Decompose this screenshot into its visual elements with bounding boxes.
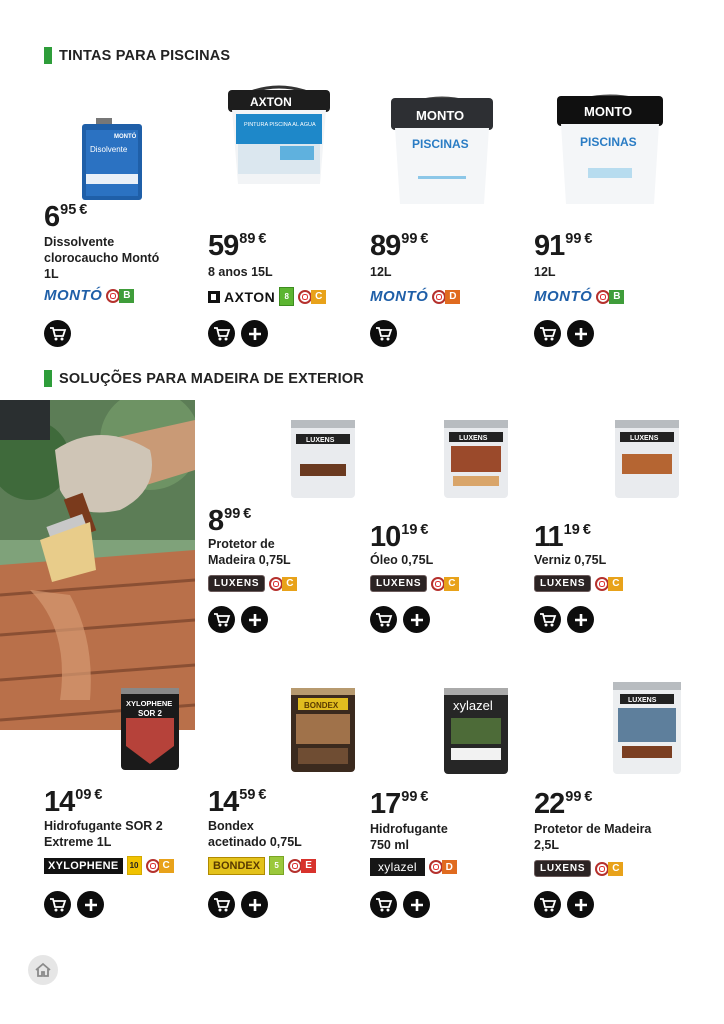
brand-logo-luxens: LUXENS	[208, 575, 265, 592]
product-desc-2	[370, 264, 392, 280]
can-label: Disolvente	[90, 145, 128, 154]
brand-row-10	[534, 860, 623, 877]
price-currency: €	[258, 787, 267, 803]
eco-label	[288, 859, 316, 873]
price-dec: 99	[401, 231, 418, 247]
add-to-cart-button[interactable]	[44, 891, 71, 918]
price-2	[370, 232, 428, 261]
price-5	[370, 523, 428, 552]
eco-grade: C	[608, 862, 623, 876]
product-image-luxens-oleo[interactable]	[443, 420, 509, 498]
brand-row-4	[208, 575, 297, 592]
section-marker	[44, 370, 52, 387]
home-button[interactable]	[28, 955, 58, 985]
product-image-luxens-protetor-2-5l[interactable]	[612, 682, 682, 774]
add-to-cart-button[interactable]	[208, 891, 235, 918]
cart-icon	[375, 612, 393, 628]
brand-logo-luxens: LUXENS	[370, 575, 427, 592]
brand-logo-monto: MONTÓ	[370, 288, 429, 305]
brand-logo-axton	[208, 289, 275, 305]
can-brand: MONTÓ	[114, 134, 137, 140]
section-title-wood-text: SOLUÇÕES PARA MADEIRA DE EXTERIOR	[59, 370, 364, 387]
eco-grade: C	[444, 577, 459, 591]
desc-line: Madeira 0,75L	[208, 553, 291, 567]
cart-icon	[49, 326, 67, 342]
brand-row-6	[534, 575, 623, 592]
price-int: 10	[370, 521, 401, 553]
price-currency: €	[420, 231, 429, 247]
product-image-axton[interactable]	[224, 80, 334, 184]
product-desc-0	[44, 234, 194, 282]
product-image-luxens-verniz[interactable]	[614, 420, 680, 498]
plus-icon	[248, 613, 262, 627]
price-10	[534, 790, 592, 819]
product-desc-1	[208, 264, 273, 280]
price-dec: 99	[565, 231, 582, 247]
desc-line: 2,5L	[534, 838, 560, 852]
price-currency: €	[420, 789, 429, 805]
price-currency: €	[584, 231, 593, 247]
plus-icon	[248, 327, 262, 341]
brand-row-1	[208, 287, 326, 306]
price-int: 6	[44, 201, 60, 233]
product-image-xylazel[interactable]	[443, 688, 509, 774]
eco-label	[596, 290, 624, 304]
more-info-button[interactable]	[567, 320, 594, 347]
plus-icon	[410, 898, 424, 912]
can-text: PINTURA PISCINA AL AGUA	[244, 122, 316, 128]
cart-icon	[539, 612, 557, 628]
desc-line: 12L	[370, 265, 392, 279]
add-to-cart-button[interactable]	[208, 320, 235, 347]
can-brand: MONTO	[584, 104, 633, 119]
years-value: 10	[129, 860, 139, 870]
wood-painting-photo	[0, 400, 195, 730]
more-info-button[interactable]	[403, 891, 430, 918]
product-desc-7	[44, 818, 163, 850]
eco-grade: C	[311, 290, 326, 304]
price-currency: €	[243, 506, 252, 522]
price-dec: 09	[75, 787, 92, 803]
years-badge	[279, 287, 294, 306]
desc-line: acetinado 0,75L	[208, 835, 302, 849]
product-desc-8	[208, 818, 302, 850]
desc-line: clorocaucho Montó	[44, 251, 160, 265]
eco-circle-icon	[146, 859, 160, 873]
desc-line: Verniz 0,75L	[534, 553, 607, 567]
price-4	[208, 507, 251, 536]
brand-row-7	[44, 856, 174, 875]
desc-line: Extreme 1L	[44, 835, 112, 849]
eco-circle-icon	[432, 290, 446, 304]
eco-label	[146, 859, 174, 873]
price-currency: €	[94, 787, 103, 803]
eco-circle-icon	[269, 577, 283, 591]
add-to-cart-button[interactable]	[534, 320, 561, 347]
more-info-button[interactable]	[403, 606, 430, 633]
years-badge	[127, 856, 142, 875]
brand-row-2	[370, 289, 460, 304]
brand-row-0	[44, 288, 134, 303]
price-int: 59	[208, 230, 239, 262]
desc-line: Óleo 0,75L	[370, 553, 434, 567]
cart-icon	[375, 897, 393, 913]
can-brand: LUXENS	[306, 437, 335, 444]
more-info-button[interactable]	[241, 606, 268, 633]
cart-icon	[539, 897, 557, 913]
eco-circle-icon	[596, 290, 610, 304]
eco-grade: D	[445, 290, 460, 304]
more-info-button[interactable]	[241, 891, 268, 918]
eco-label	[106, 289, 134, 303]
brand-logo-xylazel: xylazel	[370, 858, 425, 876]
product-image-monto-piscinas-2[interactable]	[554, 90, 666, 206]
price-dec: 89	[239, 231, 256, 247]
can-brand: LUXENS	[459, 435, 488, 442]
desc-line: Hidrofugante	[370, 822, 448, 836]
brand-logo-luxens: LUXENS	[534, 575, 591, 592]
brand-logo-xylophene: XYLOPHENE	[44, 858, 123, 874]
eco-grade: C	[159, 859, 174, 873]
eco-circle-icon	[431, 577, 445, 591]
price-currency: €	[79, 202, 88, 218]
home-icon	[34, 961, 52, 979]
brand-row-3	[534, 289, 624, 304]
price-6	[534, 523, 591, 552]
desc-line: 1L	[44, 267, 59, 281]
plus-icon	[248, 898, 262, 912]
brand-row-5	[370, 575, 459, 592]
price-int: 22	[534, 788, 565, 820]
price-int: 89	[370, 230, 401, 262]
brand-logo-monto: MONTÓ	[44, 287, 103, 304]
add-to-cart-button[interactable]	[534, 891, 561, 918]
more-info-button[interactable]	[241, 320, 268, 347]
desc-line: 12L	[534, 265, 556, 279]
desc-line: Protetor de	[208, 537, 275, 551]
can-brand: MONTO	[416, 108, 465, 123]
can-brand: LUXENS	[628, 697, 657, 704]
price-dec: 19	[401, 522, 418, 538]
eco-circle-icon	[429, 860, 443, 874]
product-desc-6	[534, 552, 606, 568]
add-to-cart-button[interactable]	[534, 606, 561, 633]
brand-row-9	[370, 858, 457, 876]
eco-label	[431, 577, 459, 591]
brand-logo-monto: MONTÓ	[534, 288, 593, 305]
eco-grade: C	[282, 577, 297, 591]
eco-label	[429, 860, 457, 874]
price-dec: 95	[60, 202, 77, 218]
product-desc-3	[534, 264, 556, 280]
add-to-cart-button[interactable]	[370, 320, 397, 347]
eco-circle-icon	[106, 289, 120, 303]
price-int: 91	[534, 230, 565, 262]
price-8	[208, 788, 266, 817]
product-desc-9	[370, 821, 448, 853]
can-brand: AXTON	[250, 95, 292, 109]
cart-icon	[49, 897, 67, 913]
brand-logo-bondex: BONDEX	[208, 857, 265, 875]
can-brand: BONDEX	[304, 701, 339, 710]
price-dec: 99	[401, 789, 418, 805]
axton-logo-icon	[208, 291, 220, 303]
cart-icon	[539, 326, 557, 342]
cart-icon	[213, 897, 231, 913]
desc-line: 750 ml	[370, 838, 409, 852]
cart-icon	[213, 326, 231, 342]
can-text: PISCINAS	[412, 137, 469, 151]
can-brand: xylazel	[453, 698, 493, 713]
plus-icon	[574, 327, 588, 341]
product-image-dissolvente[interactable]	[80, 118, 144, 200]
section-title-pools	[44, 47, 230, 64]
more-info-button[interactable]	[567, 606, 594, 633]
eco-label	[595, 577, 623, 591]
product-image-monto-piscinas-1[interactable]	[388, 90, 496, 206]
eco-grade: B	[609, 290, 624, 304]
desc-line: Bondex	[208, 819, 254, 833]
eco-circle-icon	[288, 859, 302, 873]
price-int: 14	[208, 786, 239, 818]
product-desc-4	[208, 536, 291, 568]
section-marker	[44, 47, 52, 64]
plus-icon	[574, 613, 588, 627]
price-9	[370, 790, 428, 819]
product-image-xylophene[interactable]	[120, 688, 180, 770]
price-dec: 59	[239, 787, 256, 803]
eco-label	[298, 290, 326, 304]
price-7	[44, 788, 102, 817]
price-int: 8	[208, 505, 224, 537]
years-badge	[269, 856, 284, 875]
eco-grade: E	[301, 859, 316, 873]
can-brand: XYLOPHENE	[126, 699, 173, 708]
brand-logo-luxens: LUXENS	[534, 860, 591, 877]
eco-label	[269, 577, 297, 591]
eco-label	[432, 290, 460, 304]
eco-grade: D	[442, 860, 457, 874]
price-0	[44, 203, 87, 232]
eco-circle-icon	[298, 290, 312, 304]
add-to-cart-button[interactable]	[370, 891, 397, 918]
add-to-cart-button[interactable]	[370, 606, 397, 633]
price-currency: €	[584, 789, 593, 805]
eco-grade: C	[608, 577, 623, 591]
section-title-pools-text: TINTAS PARA PISCINAS	[59, 47, 231, 64]
desc-line: Protetor de Madeira	[534, 822, 652, 836]
desc-line: Hidrofugante SOR 2	[44, 819, 163, 833]
price-dec: 99	[565, 789, 582, 805]
years-value: 8	[284, 291, 289, 301]
desc-line: Dissolvente	[44, 235, 115, 249]
add-to-cart-button[interactable]	[208, 606, 235, 633]
more-info-button[interactable]	[567, 891, 594, 918]
price-int: 11	[534, 521, 563, 553]
years-value: 5	[274, 860, 279, 870]
price-int: 14	[44, 786, 75, 818]
price-int: 17	[370, 788, 401, 820]
more-info-button[interactable]	[77, 891, 104, 918]
product-image-bondex[interactable]	[290, 688, 356, 772]
can-text: SOR 2	[138, 709, 163, 718]
plus-icon	[574, 898, 588, 912]
price-dec: 19	[563, 522, 580, 538]
plus-icon	[410, 613, 424, 627]
can-text: PISCINAS	[580, 135, 637, 149]
can-brand: LUXENS	[630, 435, 659, 442]
desc-line: 8 anos 15L	[208, 265, 273, 279]
price-currency: €	[582, 522, 591, 538]
price-3	[534, 232, 592, 261]
product-desc-10	[534, 821, 651, 853]
eco-circle-icon	[595, 862, 609, 876]
product-desc-5	[370, 552, 433, 568]
add-to-cart-button[interactable]	[44, 320, 71, 347]
plus-icon	[84, 898, 98, 912]
eco-grade: B	[119, 289, 134, 303]
section-title-wood	[44, 370, 364, 387]
brand-name: AXTON	[224, 288, 276, 305]
cart-icon	[213, 612, 231, 628]
price-currency: €	[420, 522, 429, 538]
price-1	[208, 232, 266, 261]
eco-circle-icon	[595, 577, 609, 591]
brand-row-8	[208, 856, 316, 875]
cart-icon	[375, 326, 393, 342]
eco-label	[595, 862, 623, 876]
price-currency: €	[258, 231, 267, 247]
product-image-luxens-protetor[interactable]	[290, 420, 356, 498]
price-dec: 99	[224, 506, 241, 522]
